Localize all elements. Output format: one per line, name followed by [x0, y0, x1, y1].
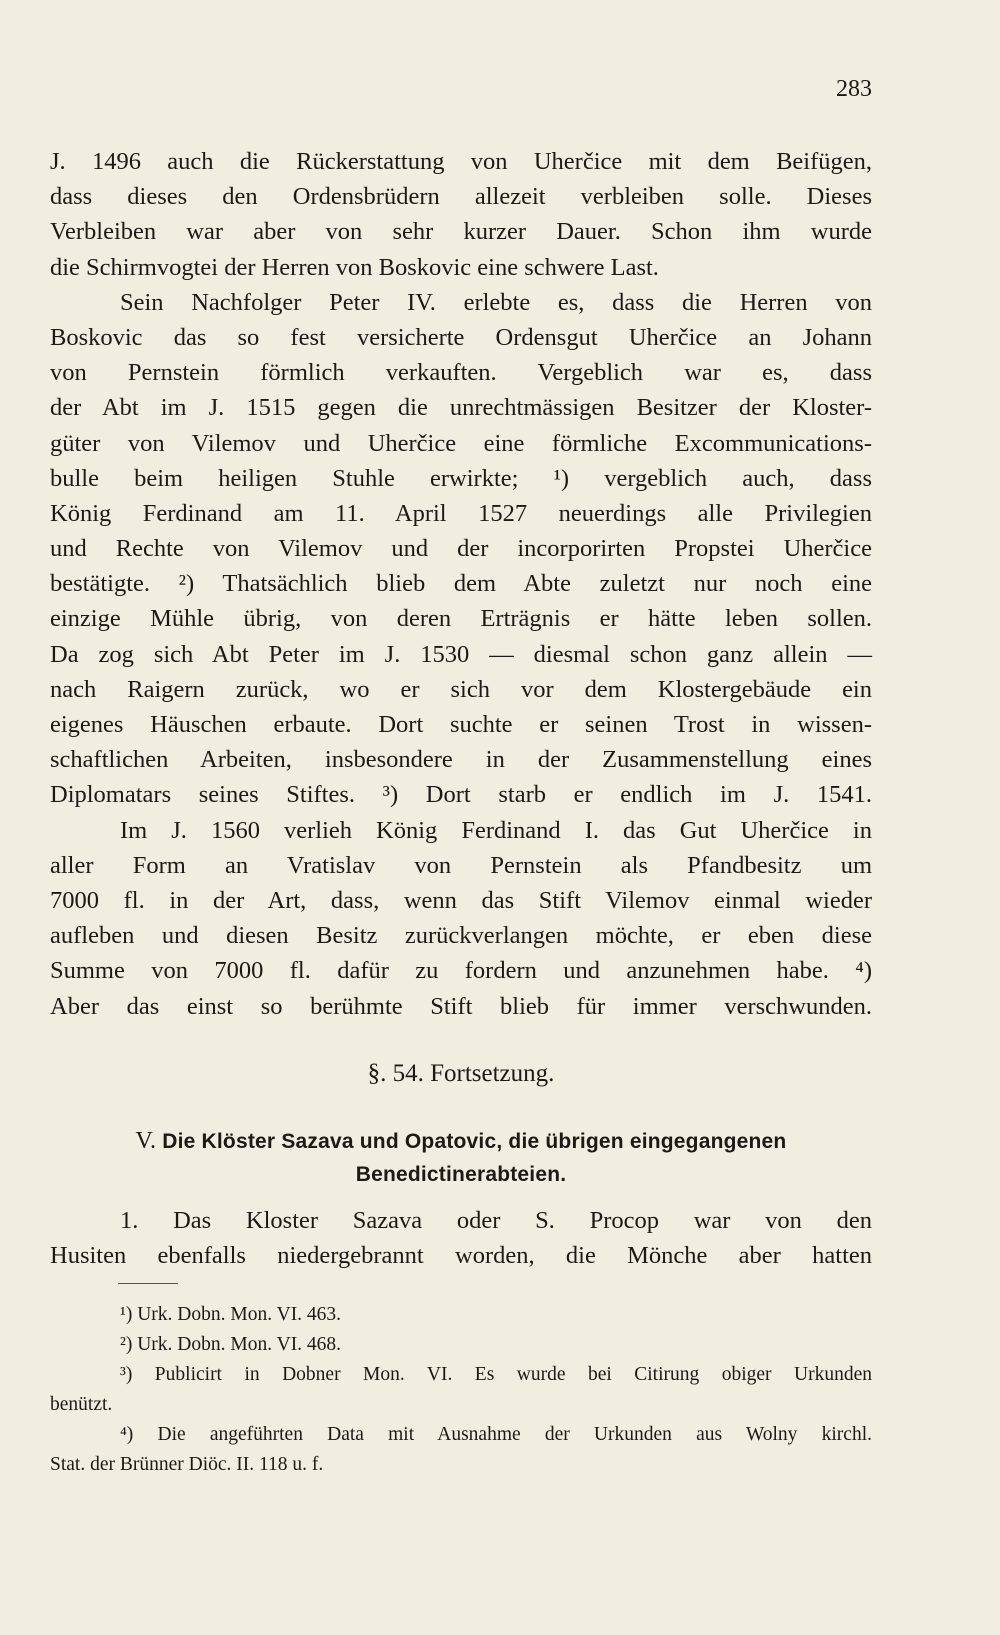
text-line: J. 1496 auch die Rückerstattung von Uherčice mit dem Beifügen, [50, 148, 872, 175]
text-line: König Ferdinand am 11. April 1527 neuerdings alle Privilegien [50, 499, 872, 527]
text-line: aller Form an Vratislav von Pernstein als Pfandbesitz um [50, 851, 872, 879]
text-line: 1. Das Kloster Sazava oder S. Procop war von den [120, 1207, 872, 1234]
page-number: 283 [836, 76, 872, 102]
subheading-line-2: Benedictinerabteien. [355, 1163, 567, 1186]
footnote-3-continued: benützt. [50, 1394, 113, 1415]
text-line: Husiten ebenfalls niedergebrannt worden, die Mönche aber hatten [50, 1242, 872, 1270]
paragraph-2 [50, 285, 872, 813]
text-line: und Rechte von Vilemov und der incorporirten Propstei Uherčice [50, 535, 872, 563]
text-line: Sein Nachfolger Peter IV. erlebte es, dass die Herren von [120, 288, 872, 316]
text-line: Da zog sich Abt Peter im J. 1530 — diesmal schon ganz allein — [50, 640, 872, 668]
text-line: nach Raigern zurück, wo er sich vor dem Klostergebäude ein [50, 675, 872, 703]
subheading-numeral: V. [135, 1128, 157, 1154]
footnote-1: ¹) Urk. Dobn. Mon. VI. 463. [120, 1304, 342, 1325]
text-line: Im J. 1560 verlieh König Ferdinand I. das Gut Uherčice in [120, 816, 872, 844]
text-line: Boskovic das so fest versicherte Ordensgut Uherčice an Johann [50, 323, 872, 351]
text-line: von Pernstein förmlich verkauften. Vergeblich war es, dass [50, 359, 872, 387]
text-line: der Abt im J. 1515 gegen die unrechtmässigen Besitzer der Kloster- [50, 394, 872, 422]
paragraph-3 [50, 813, 872, 1024]
footnote-divider [118, 1283, 178, 1284]
chapter-subheading [50, 1125, 872, 1191]
text-line: Diplomatars seines Stiftes. ³) Dort starb er endlich im J. 1541. [50, 781, 872, 809]
text-line: Summe von 7000 fl. dafür zu fordern und anzunehmen habe. ⁴) [50, 957, 872, 985]
footnote-3: ³) Publicirt in Dobner Mon. VI. Es wurde bei Citirung obiger Urkunden [120, 1364, 872, 1385]
footnote-4-continued: Stat. der Brünner Diöc. II. 118 u. f. [50, 1454, 324, 1475]
text-line: aufleben und diesen Besitz zurückverlangen möchte, er eben diese [50, 922, 872, 950]
text-line: schaftlichen Arbeiten, insbesondere in der Zusammenstellung eines [50, 746, 872, 774]
subheading-title: Die Klöster Sazava und Opatovic, die übrigen eingegangenen [162, 1130, 787, 1153]
footnote-2: ²) Urk. Dobn. Mon. VI. 468. [120, 1334, 342, 1355]
main-text [50, 144, 872, 1024]
paragraph-4 [50, 1203, 872, 1273]
text-line: bestätigte. ²) Thatsächlich blieb dem Abte zuletzt nur noch eine [50, 570, 872, 598]
text-line: bulle beim heiligen Stuhle erwirkte; ¹) vergeblich auch, dass [50, 464, 872, 492]
text-line: eigenes Häuschen erbaute. Dort suchte er seinen Trost in wissen- [50, 711, 872, 738]
text-line: einzige Mühle übrig, von deren Erträgnis er hätte leben sollen. [50, 605, 872, 633]
text-line: die Schirmvogtei der Herren von Boskovic eine schwere Last. [50, 253, 659, 281]
paragraph-1 [50, 144, 872, 285]
text-line: Aber das einst so berühmte Stift blieb für immer verschwunden. [50, 992, 872, 1020]
section-heading: §. 54. Fortsetzung. [367, 1060, 555, 1087]
text-line: dass dieses den Ordensbrüdern allezeit verbleiben solle. Dieses [50, 183, 872, 211]
text-line: güter von Vilemov und Uherčice eine förmliche Excommunications- [50, 429, 872, 457]
text-line: 7000 fl. in der Art, dass, wenn das Stift Vilemov einmal wieder [50, 886, 872, 914]
footnote-4: ⁴) Die angeführten Data mit Ausnahme der Urkunden aus Wolny kirchl. [120, 1424, 872, 1445]
footnotes [50, 1300, 872, 1480]
subheading-line-1 [50, 1125, 872, 1158]
text-line: Verbleiben war aber von sehr kurzer Dauer. Schon ihm wurde [50, 218, 872, 246]
